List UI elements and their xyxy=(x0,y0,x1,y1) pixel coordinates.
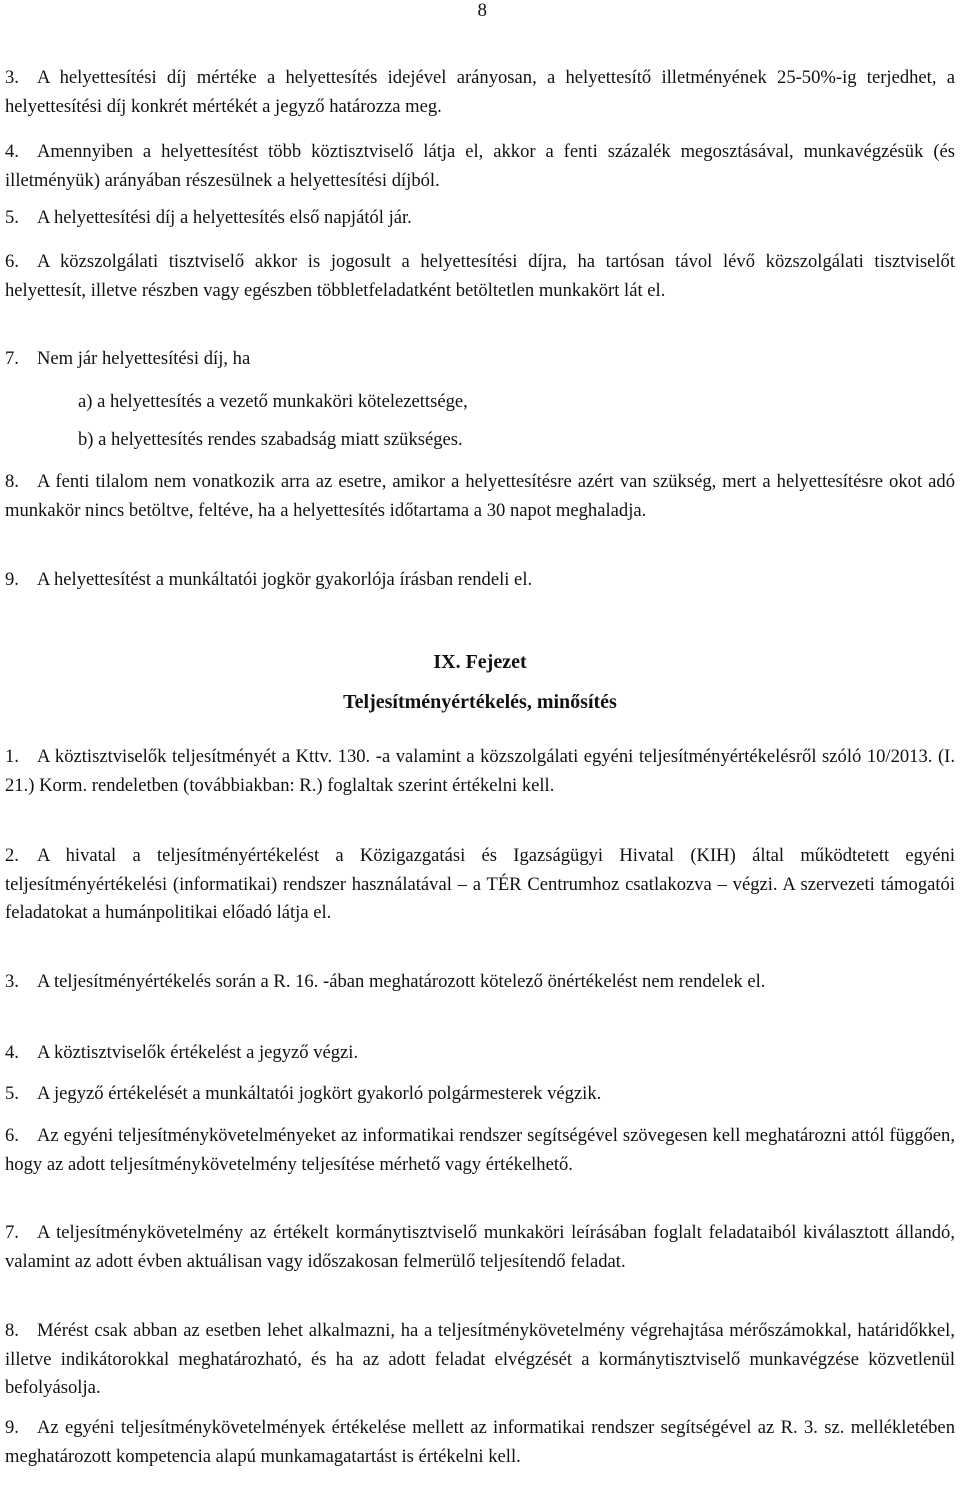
chapter-paragraph-7 xyxy=(5,1219,955,1276)
paragraph-text: A fenti tilalom nem vonatkozik arra az esetre, amikor a helyettesítésre azért van szükség, mert a helyettesítésre okot adó munkakör nincs betöltve, feltéve, ha a helyettesítés időtartama a 30 napot meghaladja. xyxy=(5,471,955,521)
paragraph-number: 1. xyxy=(5,746,19,767)
paragraph-3 xyxy=(5,64,955,121)
paragraph-number: 8. xyxy=(5,1320,19,1341)
paragraph-number: 7. xyxy=(5,348,19,369)
paragraph-number: 3. xyxy=(5,971,19,992)
paragraph-5 xyxy=(5,204,955,233)
paragraph-number: 6. xyxy=(5,1125,19,1146)
paragraph-text: Az egyéni teljesítménykövetelményeket az informatikai rendszer segítségével szövegesen kell meghatározni attól függően, hogy az adott teljesítménykövetelmény teljesítése mérhető vagy értékelhető. xyxy=(5,1125,955,1175)
chapter-paragraph-3 xyxy=(5,968,955,997)
paragraph-7 xyxy=(5,345,955,374)
paragraph-text: A helyettesítést a munkáltatói jogkör gyakorlója írásban rendeli el. xyxy=(36,569,533,590)
chapter-paragraph-8 xyxy=(5,1317,955,1403)
chapter-paragraph-1 xyxy=(5,743,955,800)
chapter-paragraph-4 xyxy=(5,1039,955,1068)
paragraph-text: A köztisztviselők teljesítményét a Kttv. 130. -a valamint a közszolgálati egyéni teljesítményértékelésről szóló 10/2013. (I. 21.) Korm. rendeletben (továbbiakban: R.) foglaltak szerint értékelni kell. xyxy=(5,746,955,796)
paragraph-number: 5. xyxy=(5,1083,19,1104)
paragraph-text: Az egyéni teljesítménykövetelmények értékelése mellett az informatikai rendszer segítségével az R. 3. sz. mellékletében meghatározott kompetencia alapú munkamagatartást is értékelni kell. xyxy=(5,1417,955,1467)
paragraph-number: 5. xyxy=(5,207,19,228)
chapter-paragraph-5 xyxy=(5,1080,955,1109)
paragraph-number: 4. xyxy=(5,1042,19,1063)
chapter-paragraph-2 xyxy=(5,842,955,928)
paragraph-text: Amennyiben a helyettesítést több köztisztviselő látja el, akkor a fenti százalék megosztásával, munkavégzésük (és illetményük) arányában részesülnek a helyettesítési díjból. xyxy=(5,141,955,191)
paragraph-text: Nem jár helyettesítési díj, ha xyxy=(36,348,251,369)
paragraph-number: 3. xyxy=(5,67,19,88)
paragraph-text: A hivatal a teljesítményértékelést a Közigazgatási és Igazságügyi Hivatal (KIH) által működtetett egyéni teljesítményértékelési (informatikai) rendszer használatával – a TÉR Centrumhoz csatlakozva – végzi. A szervezeti támogatói feladatokat a humánpolitikai előadó látja el. xyxy=(5,845,955,923)
paragraph-text: A közszolgálati tisztviselő akkor is jogosult a helyettesítési díjra, ha tartósan távol lévő közszolgálati tisztviselőt helyettesít, illetve részben vagy egészben többletfeladatként betöltetlen munkakört lát el. xyxy=(5,251,955,301)
paragraph-6 xyxy=(5,248,955,305)
chapter-paragraph-9 xyxy=(5,1414,955,1471)
paragraph-number: 6. xyxy=(5,251,19,272)
chapter-title: Teljesítményértékelés, minősítés xyxy=(343,691,617,713)
paragraph-text: A helyettesítési díj mértéke a helyettesítés idejével arányosan, a helyettesítő illetményének 25-50%-ig terjedhet, a helyettesítési díj konkrét mértékét a jegyző határozza meg. xyxy=(5,67,955,117)
paragraph-text: A jegyző értékelését a munkáltatói jogkört gyakorló polgármesterek végzik. xyxy=(36,1083,602,1104)
paragraph-text: A teljesítménykövetelmény az értékelt kormánytisztviselő munkaköri leírásában foglalt feladataiból kiválasztott állandó, valamint az adott évben aktuálisan vagy időszakosan felmerülő teljesítendő feladat. xyxy=(5,1222,955,1272)
paragraph-number: 9. xyxy=(5,1417,19,1438)
list-item-a: a) a helyettesítés a vezető munkaköri kötelezettsége, xyxy=(78,391,468,412)
paragraph-text: A köztisztviselők értékelést a jegyző végzi. xyxy=(36,1042,359,1063)
paragraph-8 xyxy=(5,468,955,525)
chapter-number: IX. Fejezet xyxy=(433,651,527,673)
paragraph-number: 9. xyxy=(5,569,19,590)
paragraph-text: Mérést csak abban az esetben lehet alkalmazni, ha a teljesítménykövetelmény végrehajtása mérőszámokkal, határidőkkel, illetve indikátorokkal meghatározható, és ha az adott feladat elvégzését a kormánytisztviselő munkavégzése közvetlenül befolyásolja. xyxy=(5,1320,955,1398)
paragraph-text: A teljesítményértékelés során a R. 16. -ában meghatározott kötelező önértékelést nem rendelek el. xyxy=(36,971,766,992)
paragraph-number: 2. xyxy=(5,845,19,866)
page-number: 8 xyxy=(477,0,487,21)
paragraph-4 xyxy=(5,138,955,195)
paragraph-number: 4. xyxy=(5,141,19,162)
paragraph-9 xyxy=(5,566,955,595)
paragraph-number: 8. xyxy=(5,471,19,492)
paragraph-text: A helyettesítési díj a helyettesítés első napjától jár. xyxy=(36,207,412,228)
chapter-paragraph-6 xyxy=(5,1122,955,1179)
paragraph-number: 7. xyxy=(5,1222,19,1243)
list-item-b: b) a helyettesítés rendes szabadság miatt szükséges. xyxy=(78,429,463,450)
